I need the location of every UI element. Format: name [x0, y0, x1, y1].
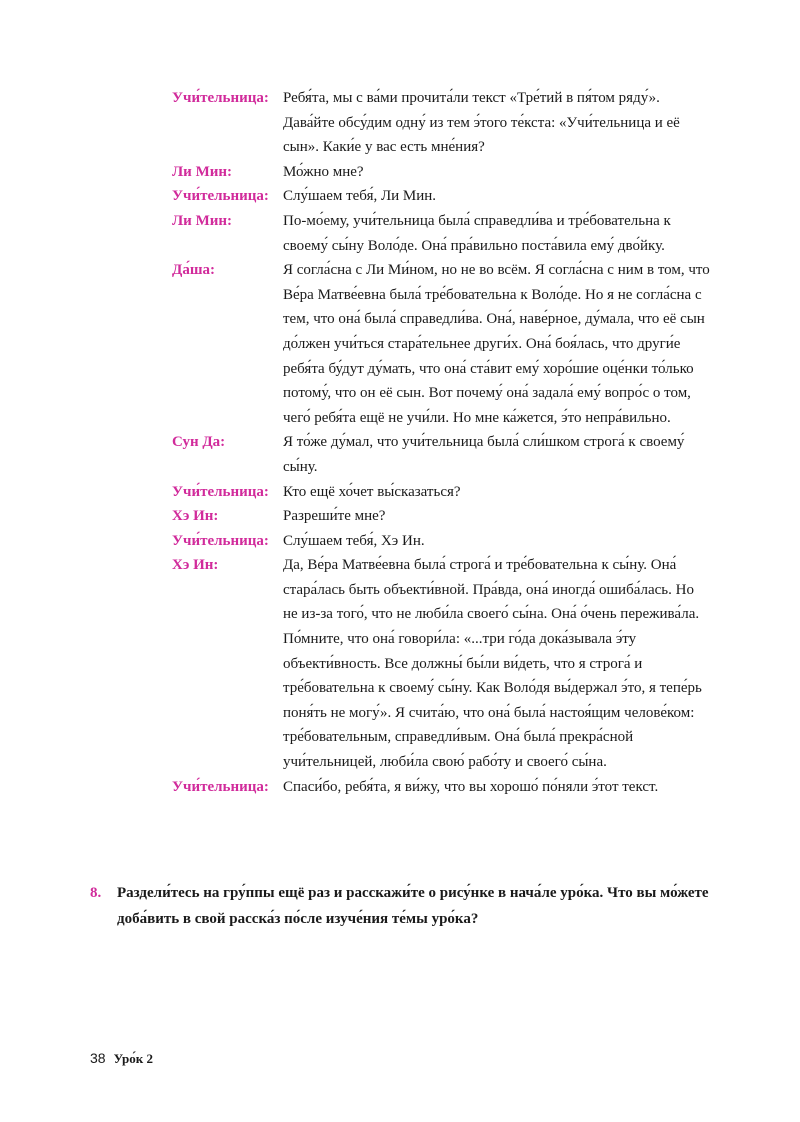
speech-text: Мо́жно мне?	[283, 163, 364, 180]
speaker-name: Да́ша:	[172, 262, 215, 279]
exercise-8	[90, 880, 720, 932]
speaker-name: Ли Мин:	[172, 212, 233, 229]
dialogue-line	[172, 184, 712, 209]
page-footer	[90, 1050, 153, 1067]
page-number: 38	[90, 1050, 106, 1066]
dialogue-line	[172, 775, 712, 800]
speech-text: Да, Ве́ра Матве́евна была́ строга́ и тре́бовательна к сы́ну. Она́ стара́лась быть объекти́вной. Пра́вда, она́ иногда́ ошиба́лась. Но не из-за того́, что не люби́ла своего́ сы́на. Она́ о́чень пережива́ла. По́мните, что она́ говори́ла: «...три го́да дока́зывала э́ту объекти́вность. Все должны́ бы́ли ви́деть, что я строга́ и тре́бовательна к своему́ сы́ну. Как Воло́дя вы́держал э́то, я тепе́рь поня́ть не могу́». Я счита́ю, что она́ была́ настоя́щим челове́ком: тре́бовательным, справедли́вым. Она́ была́ прекра́сной учи́тельницей, люби́ла свою́ рабо́ту и своего́ сы́на.	[283, 557, 702, 771]
dialogue	[172, 86, 712, 799]
dialogue-line	[172, 258, 712, 430]
speech-text: Я согла́сна с Ли Ми́ном, но не во всём. Я согла́сна с ним в том, что Ве́ра Матве́евна была́ тре́бовательна к Воло́де. Но я не согла́сна с тем, что она́ была́ справедли́ва. Она́, наве́рное, ду́мала, что её сын до́лжен учи́ться стара́тельнее други́х. Она́ боя́лась, что други́е ребя́та бу́дут ду́мать, что она́ ста́вит ему́ хоро́шие оце́нки то́лько потому́, что он её сын. Вот почему́ она́ задала́ ему́ вопро́с о том, чего́ ребя́та ещё не учи́ли. Но мне ка́жется, э́то непра́вильно.	[283, 262, 710, 426]
dialogue-line	[172, 529, 712, 554]
lesson-label: Уро́к 2	[113, 1051, 154, 1066]
speech-text: Кто ещё хо́чет вы́сказаться?	[283, 483, 461, 500]
speech-text: Ребя́та, мы с ва́ми прочита́ли текст «Тре́тий в пя́том ряду́». Дава́йте обсу́дим одну́ из тем э́того те́кста: «Учи́тельница и её сын». Каки́е у вас есть мне́ния?	[283, 90, 680, 156]
speaker-name: Учи́тельница:	[172, 188, 269, 205]
exercise-number: 8.	[90, 885, 102, 901]
speech-text: По-мо́ему, учи́тельница была́ справедли́ва и тре́бовательна к своему́ сы́ну Воло́де. Она́ пра́вильно поста́вила ему́ дво́йку.	[283, 212, 671, 254]
speaker-name: Сун Да:	[172, 434, 226, 451]
exercise-text: Раздели́тесь на гру́ппы ещё раз и расскажи́те о рису́нке в нача́ле уро́ка. Что вы мо́жете доба́вить в свой расска́з по́сле изуче́ния те́мы уро́ка?	[117, 885, 709, 927]
speech-text: Слу́шаем тебя́, Ли Мин.	[283, 188, 437, 205]
speaker-name: Хэ Ин:	[172, 557, 219, 574]
dialogue-line	[172, 553, 712, 774]
dialogue-line	[172, 480, 712, 505]
dialogue-line	[172, 430, 712, 479]
speaker-name: Учи́тельница:	[172, 90, 269, 106]
speech-text: Спаси́бо, ребя́та, я ви́жу, что вы хорошо́ по́няли э́тот текст.	[283, 778, 659, 795]
speaker-name: Хэ Ин:	[172, 508, 219, 525]
dialogue-line	[172, 504, 712, 529]
speaker-name: Учи́тельница:	[172, 778, 269, 795]
speech-text: Разреши́те мне?	[283, 508, 386, 525]
speaker-name: Ли Мин:	[172, 163, 233, 180]
speaker-name: Учи́тельница:	[172, 483, 269, 500]
dialogue-line	[172, 86, 712, 160]
speech-text: Я то́же ду́мал, что учи́тельница была́ сли́шком строга́ к своему́ сы́ну.	[283, 434, 685, 475]
speech-text: Слу́шаем тебя́, Хэ Ин.	[283, 532, 425, 549]
dialogue-line	[172, 160, 712, 185]
dialogue-line	[172, 209, 712, 258]
speaker-name: Учи́тельница:	[172, 532, 269, 549]
